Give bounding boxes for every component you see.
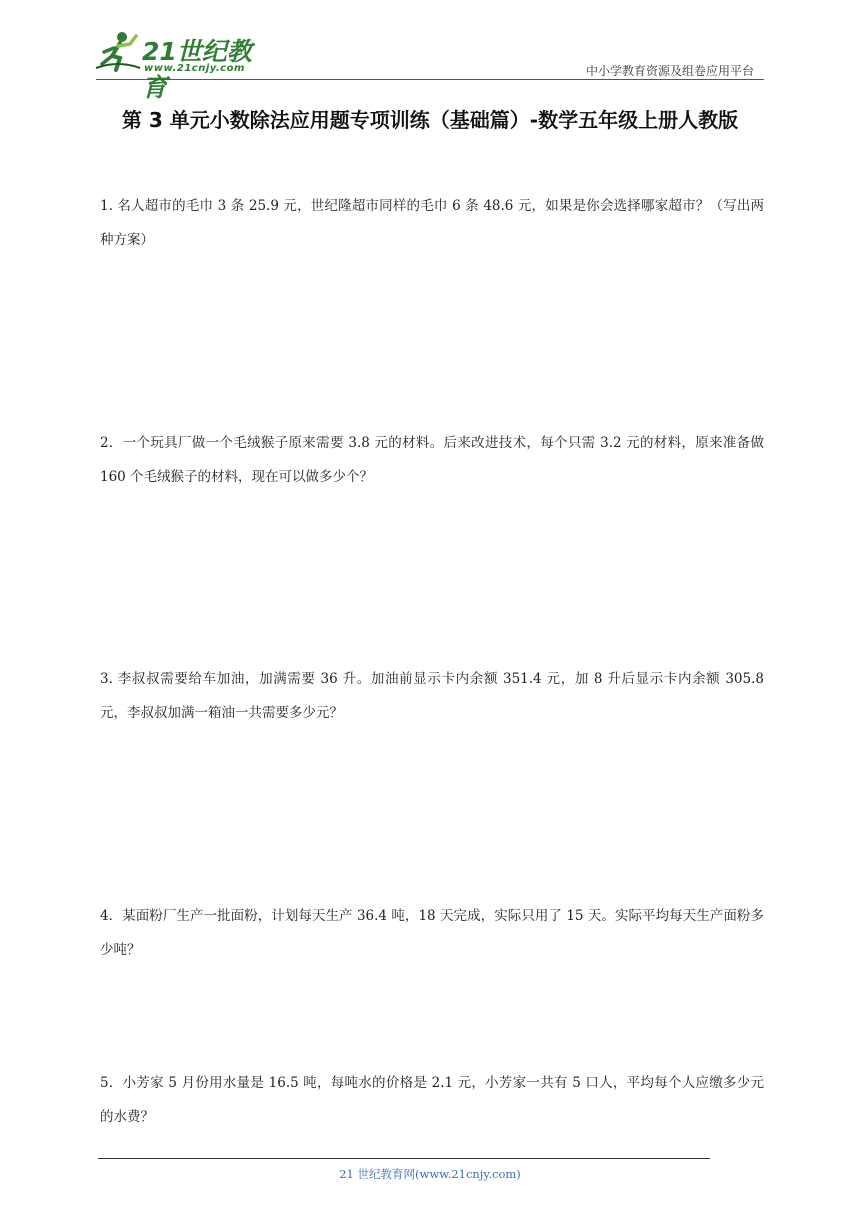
header-divider [96, 79, 764, 80]
question-1: 1. 名人超市的毛巾 3 条 25.9 元，世纪隆超市同样的毛巾 6 条 48.6 元，如果是你会选择哪家超市？（写出两种方案） [100, 198, 764, 248]
site-logo[interactable] [94, 30, 264, 102]
platform-name: 中小学教育资源及组卷应用平台 [585, 64, 754, 78]
runner-logo-icon [94, 30, 142, 74]
footer-link[interactable]: 21 世纪教育网(www.21cnjy.com) [339, 1167, 521, 1181]
logo-url: www.21cnjy.com [144, 63, 245, 74]
page-title: 第 3 单元小数除法应用题专项训练（基础篇）-数学五年级上册人教版 [121, 108, 739, 132]
question-4: 4．某面粉厂生产一批面粉，计划每天生产 36.4 吨，18 天完成，实际只用了 15 天。实际平均每天生产面粉多少吨？ [100, 908, 764, 958]
logo-text: 21世纪教育 [142, 37, 252, 102]
question-3: 3. 李叔叔需要给车加油，加满需要 36 升。加油前显示卡内余额 351.4 元，加 8 升后显示卡内余额 305.8 元，李叔叔加满一箱油一共需要多少元？ [100, 671, 764, 721]
page-header [0, 0, 860, 102]
question-5: 5．小芳家 5 月份用水量是 16.5 吨，每吨水的价格是 2.1 元，小芳家一共有 5 口人，平均每个人应缴多少元的水费？ [100, 1075, 764, 1125]
footer-divider [98, 1158, 710, 1159]
question-2: 2．一个玩具厂做一个毛绒猴子原来需要 3.8 元的材料。后来改进技术，每个只需 3.2 元的材料，原来准备做 160 个毛绒猴子的材料，现在可以做多少个？ [100, 435, 764, 485]
